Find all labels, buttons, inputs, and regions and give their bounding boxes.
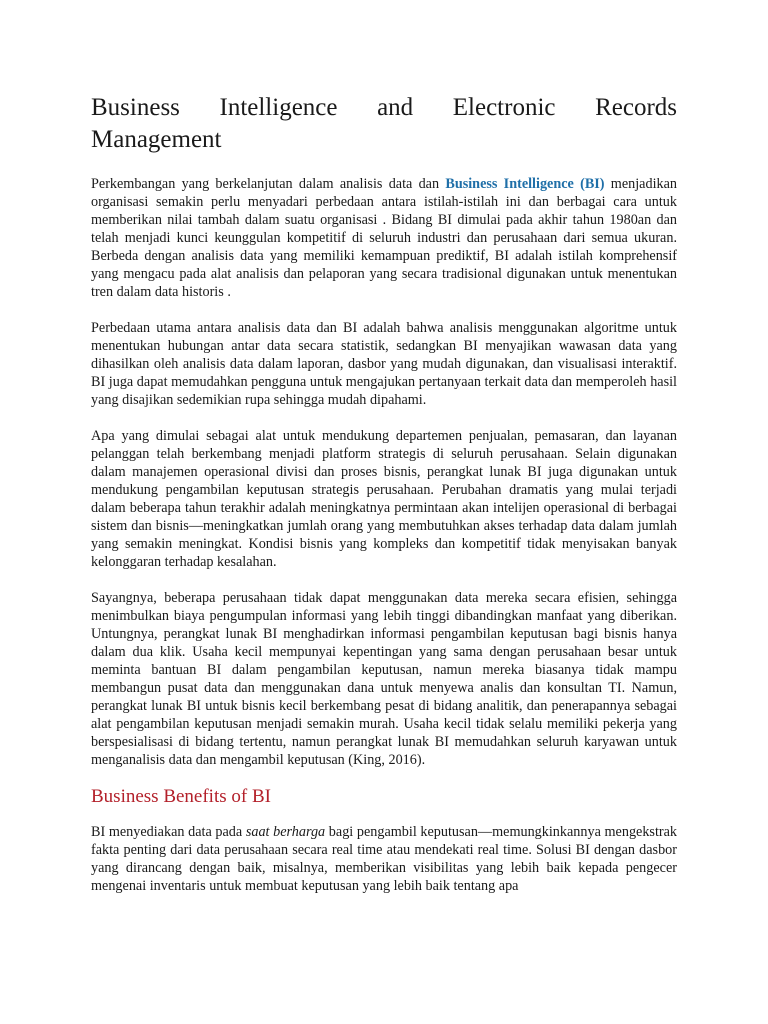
document-body	[91, 92, 677, 895]
paragraph-intro-text-start: Perkembangan yang berkelanjutan dalam analisis data dan	[91, 176, 446, 192]
paragraph-benefits	[91, 823, 677, 895]
paragraph-intro	[91, 175, 677, 301]
document-title: Business Intelligence and Electronic Records Management	[91, 94, 677, 153]
paragraph-difference: Perbedaan utama antara analisis data dan BI adalah bahwa analisis menggunakan algoritme untuk menentukan hubungan antar data secara statistik, sedangkan BI menyajikan wawasan data yang dihasilkan oleh analisis data dalam laporan, dasbor yang mudah digunakan, dan visualisasi interaktif. BI juga dapat memudahkan pengguna untuk mengajukan pertanyaan terkait data dan memperoleh hasil yang disajikan sedemikian rupa sehingga mudah dipahami.	[91, 320, 677, 408]
paragraph-benefits-text-end: bagi pengambil keputusan—memungkinkannya mengekstrak fakta penting dari data perusahaan secara real time atau mendekati real time. Solusi BI dengan dasbor yang dirancang dengan baik, misalnya, memberikan visibilitas yang lebih baik kepada pengecer mengenai inventaris untuk membuat keputusan yang lebih baik tentang apa	[91, 824, 678, 894]
paragraph-benefits-emphasis: saat berharga	[245, 824, 326, 840]
section-heading-benefits: Business Benefits of BI	[91, 786, 271, 807]
paragraph-benefits-text-start: BI menyediakan data pada	[91, 824, 246, 840]
business-intelligence-link[interactable]: Business Intelligence (BI)	[445, 176, 605, 192]
paragraph-evolution: Apa yang dimulai sebagai alat untuk mendukung departemen penjualan, pemasaran, dan layanan pelanggan telah berkembang menjadi platform strategis di seluruh perusahaan. Selain digunakan dalam manajemen operasional divisi dan proses bisnis, perangkat lunak BI juga digunakan untuk mendukung pengambilan keputusan strategis perusahaan. Perubahan dramatis yang mulai terjadi dalam beberapa tahun terakhir adalah meningkatnya permintaan akan intelijen operasional di berbagai sistem dan bisnis—meningkatkan jumlah orang yang membutuhkan akses terhadap data dalam jumlah yang semakin meningkat. Kondisi bisnis yang kompleks dan kompetitif tidak menyisakan banyak kelonggaran terhadap kesalahan.	[91, 428, 677, 570]
paragraph-intro-text-end: menjadikan organisasi semakin perlu menyadari perbedaan antara istilah-istilah ini dan berbagai cara untuk memberikan nilai tambah dalam suatu organisasi . Bidang BI dimulai pada akhir tahun 1980an dan telah menjadi kunci keunggulan kompetitif di seluruh industri dan perusahaan dari semua ukuran. Berbeda dengan analisis data yang memiliki kemampuan prediktif, BI adalah istilah komprehensif yang mengacu pada alat analisis dan pelaporan yang secara tradisional digunakan untuk menentukan tren dalam data historis .	[91, 176, 677, 300]
paragraph-small-business: Sayangnya, beberapa perusahaan tidak dapat menggunakan data mereka secara efisien, sehingga menimbulkan biaya pengumpulan informasi yang lebih tinggi dibandingkan manfaat yang diberikan. Untungnya, perangkat lunak BI menghadirkan informasi pengambilan keputusan bagi bisnis hanya dalam dua klik. Usaha kecil mempunyai kepentingan yang sama dengan perusahaan besar untuk meminta bantuan BI dalam pengambilan keputusan, namun mereka biasanya tidak mampu membangun pusat data dan menggunakan dana untuk menyewa analis dan konsultan TI. Namun, perangkat lunak BI untuk bisnis kecil berkembang pesat di bidang analitik, dan penerapannya sebagai alat pengambilan keputusan menjadi semakin murah. Usaha kecil tidak selalu memiliki pekerja yang berspesialisasi di bidang tertentu, namun perangkat lunak BI memudahkan seluruh karyawan untuk menganalisis data dan mengambil keputusan (King, 2016).	[91, 590, 677, 768]
